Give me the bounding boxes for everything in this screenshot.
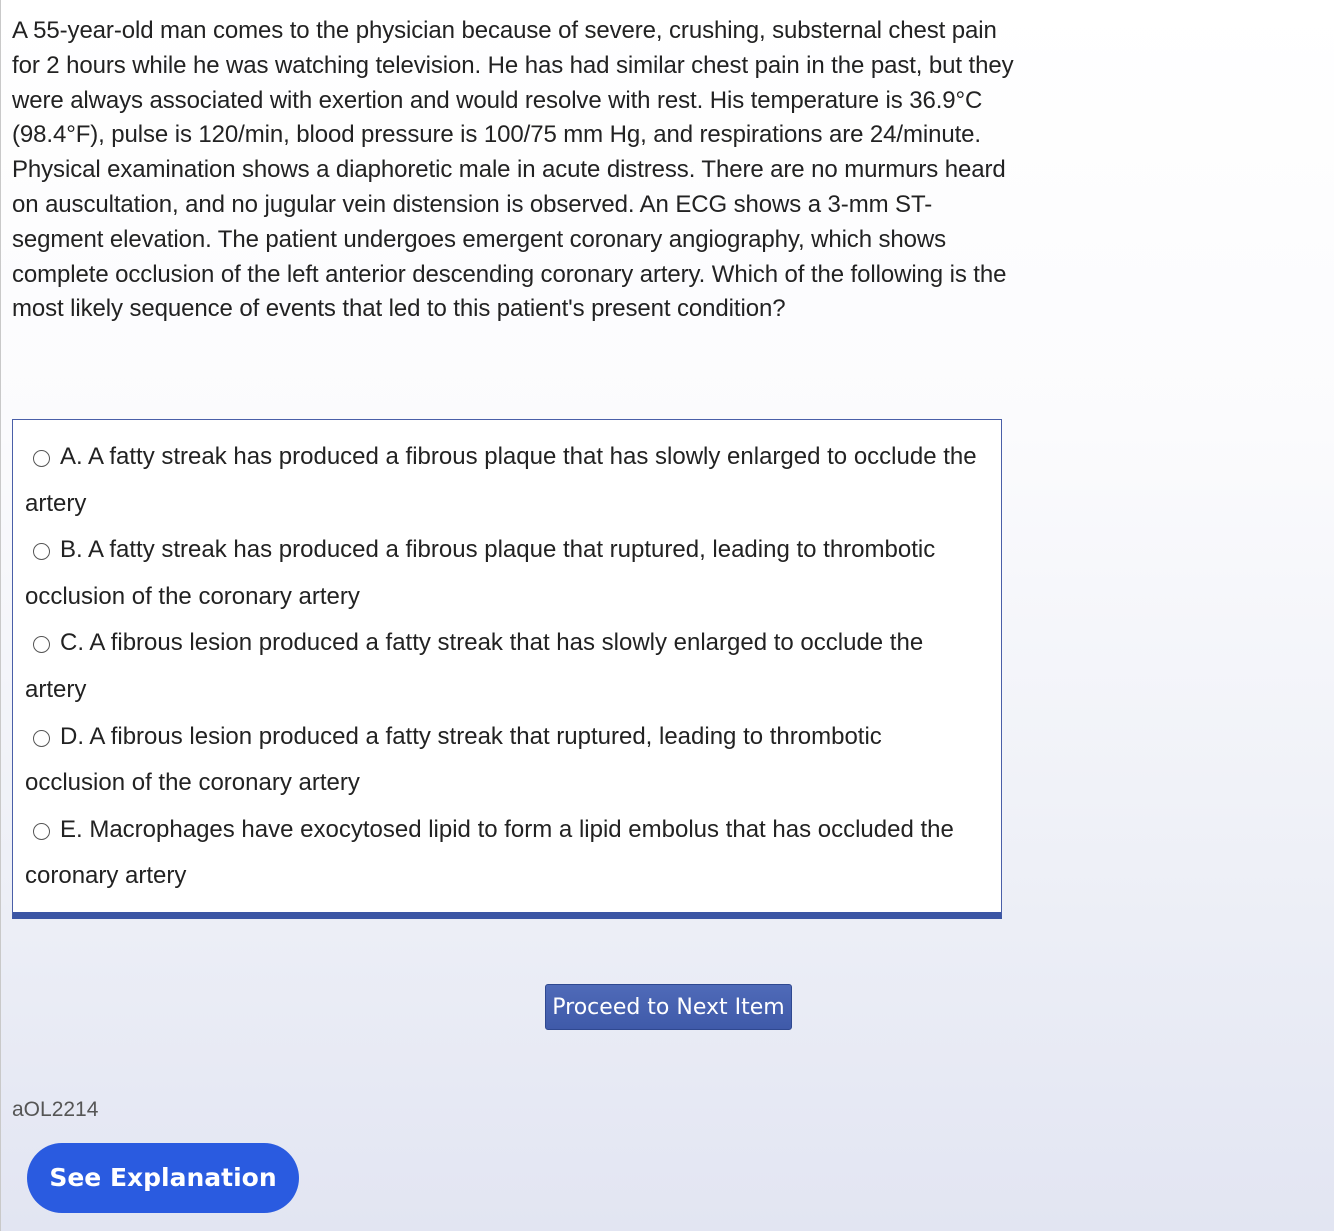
see-explanation-button[interactable]: See Explanation xyxy=(27,1143,299,1213)
question-stem: A 55-year-old man comes to the physician because of severe, crushing, substernal chest pain for 2 hours while he was watching television. He has had similar chest pain in the past, but they were always associated with exertion and would resolve with rest. His temperature is 36.9°C (98.4°F), pulse is 120/min, blood pressure is 100/75 mm Hg, and respirations are 24/minute. Physical examination shows a diaphoretic male in acute distress. There are no murmurs heard on auscultation, and no jugular vein distension is observed. An ECG shows a 3-mm ST-segment elevation. The patient undergoes emergent coronary angiography, which shows complete occlusion of the left anterior descending coronary artery. Which of the following is the most likely sequence of events that led to this patient's present condition? xyxy=(12,17,1014,323)
answer-choices xyxy=(12,419,1002,919)
radio-button-a[interactable] xyxy=(33,450,50,467)
answer-text-b: B. A fatty streak has produced a fibrous plaque that ruptured, leading to thrombotic occlusion of the coronary artery xyxy=(25,536,936,610)
answer-text-c: C. A fibrous lesion produced a fatty streak that has slowly enlarged to occlude the artery xyxy=(25,629,924,703)
answer-choice-b[interactable] xyxy=(13,527,1001,620)
answer-text-d: D. A fibrous lesion produced a fatty streak that ruptured, leading to thrombotic occlusion of the coronary artery xyxy=(25,722,882,797)
answer-choice-e[interactable] xyxy=(13,807,1001,900)
radio-button-c[interactable] xyxy=(33,636,50,653)
answer-text-e: E. Macrophages have exocytosed lipid to form a lipid embolus that has occluded the coronary artery xyxy=(25,815,954,890)
answer-text-a: A. A fatty streak has produced a fibrous plaque that has slowly enlarged to occlude the artery xyxy=(25,443,977,517)
proceed-next-button[interactable]: Proceed to Next Item xyxy=(545,984,792,1030)
answer-choice-d[interactable] xyxy=(13,714,1001,807)
answer-choice-a[interactable] xyxy=(13,434,1001,527)
radio-button-b[interactable] xyxy=(33,543,50,560)
left-border xyxy=(0,0,1,1231)
radio-button-d[interactable] xyxy=(33,730,50,747)
answer-choice-c[interactable] xyxy=(13,620,1001,713)
item-id: aOL2214 xyxy=(12,1098,99,1121)
radio-button-e[interactable] xyxy=(33,823,50,840)
